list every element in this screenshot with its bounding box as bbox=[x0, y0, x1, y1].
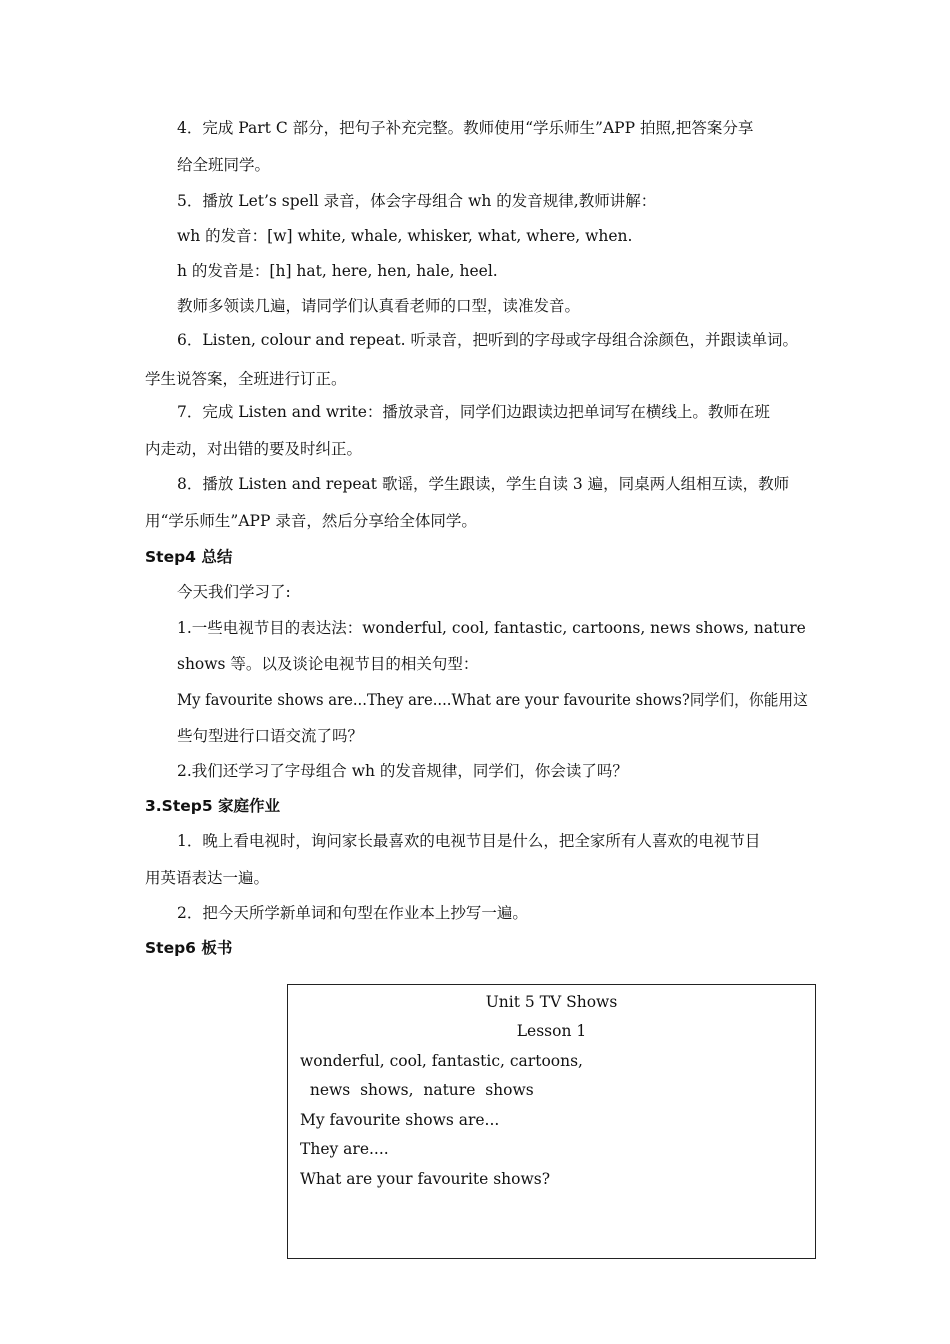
item7-line1: 7．完成 Listen and write：播放录音，同学们边跟读边把单词写在横线上。教师在班 bbox=[177, 403, 770, 421]
item5-h-pronunciation: h 的发音是：[h] hat, here, hen, hale, heel. bbox=[177, 262, 498, 280]
item7-line2: 内走动，对出错的要及时纠正。 bbox=[145, 440, 363, 458]
board-lesson: Lesson 1 bbox=[516, 1022, 587, 1040]
board-sentence3: What are your favourite shows? bbox=[300, 1170, 551, 1188]
step4-point1-line1: 1.一些电视节目的表达法：wonderful, cool, fantastic, cartoons, news shows, nature bbox=[177, 619, 806, 637]
step4-heading: Step4 总结 bbox=[145, 548, 233, 566]
step4-point2: 2.我们还学习了字母组合 wh 的发音规律，同学们，你会读了吗？ bbox=[177, 762, 628, 780]
item8-line2: 用“学乐师生”APP 录音，然后分享给全体同学。 bbox=[145, 512, 477, 530]
item5-line1: 5．播放 Let’s spell 录音，体会字母组合 wh 的发音规律,教师讲解： bbox=[177, 192, 657, 210]
board-sentence2: They are.... bbox=[300, 1140, 389, 1158]
item5-wh-pronunciation: wh 的发音：[w] white, whale, whisker, what, where, when. bbox=[177, 227, 633, 245]
item5-line4: 教师多领读几遍，请同学们认真看老师的口型，读准发音。 bbox=[177, 297, 581, 315]
board-words-line2: news shows, nature shows bbox=[300, 1081, 534, 1099]
item4-line1: 4．完成 Part C 部分，把句子补充完整。教师使用“学乐师生”APP 拍照,把答案分享 bbox=[177, 119, 754, 137]
board-sentence1: My favourite shows are... bbox=[300, 1111, 500, 1129]
step6-heading: Step6 板书 bbox=[145, 939, 233, 957]
step5-hw2: 2．把今天所学新单词和句型在作业本上抄写一遍。 bbox=[177, 904, 528, 922]
step5-hw1-line2: 用英语表达一遍。 bbox=[145, 869, 270, 887]
step4-intro: 今天我们学习了: bbox=[177, 583, 291, 601]
board-title: Unit 5 TV Shows bbox=[485, 993, 618, 1011]
item6-line1: 6．Listen, colour and repeat. 听录音，把听到的字母或字母组合涂颜色，并跟读单词。 bbox=[177, 331, 799, 349]
item6-line2: 学生说答案，全班进行订正。 bbox=[145, 370, 347, 388]
board-words-line1: wonderful, cool, fantastic, cartoons, bbox=[300, 1052, 583, 1070]
step5-heading: 3.Step5 家庭作业 bbox=[145, 797, 281, 815]
item8-line1: 8．播放 Listen and repeat 歌谣，学生跟读，学生自读 3 遍，同桌两人组相互读，教师 bbox=[177, 475, 790, 493]
item4-line2: 给全班同学。 bbox=[177, 156, 271, 174]
step5-hw1-line1: 1．晚上看电视时，询问家长最喜欢的电视节目是什么，把全家所有人喜欢的电视节目 bbox=[177, 832, 761, 850]
blackboard-box bbox=[287, 984, 816, 1259]
step4-point1-line4: 些句型进行口语交流了吗？ bbox=[177, 727, 364, 745]
step4-point1-line2: shows 等。以及谈论电视节目的相关句型： bbox=[177, 655, 479, 673]
step4-point1-line3: My favourite shows are...They are....What are your favourite shows?同学们，你能用这 bbox=[177, 691, 808, 709]
